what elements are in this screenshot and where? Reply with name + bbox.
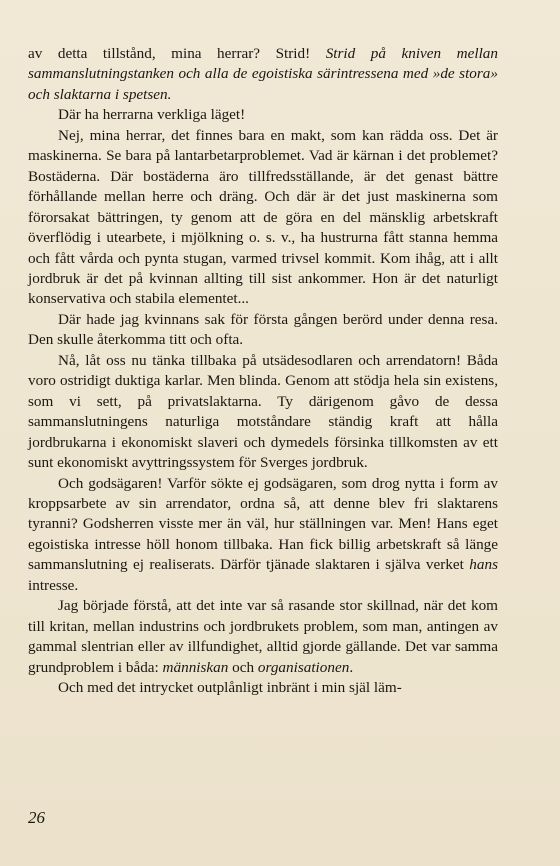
paragraph [28,126,498,310]
paragraph-text: och [228,658,258,676]
paragraph [28,105,498,125]
paragraph-text: . [349,658,354,676]
paragraph-text: Och med det intrycket outplånligt inbränt i min själ läm- [58,679,402,697]
paragraph-text: Nej, mina herrar, det finnes bara en makt, som kan rädda oss. Det är maskinerna. Se bara på lantarbetarproblemet. Vad är kärnan i det problemet? Bostäderna. Där bostäderna äro tillfredsställande, är det genast bättre förhållande mellan herre och dräng. Och där är det just maskinerna som förorsakat bättringen, ty genom att de göra en del mänsklig arbetskraft överflödig i utearbete, i mjölkning o. s. v., ha hustrurna fått stanna hemma och fått vårda och pynta stugan, varmed trivsel kommit. Kom ihåg, att i allt jordbruk är det på kvinnan allting till sist ankommer. Hon är det naturligt konservativa och stabila elementet... [28,126,498,308]
paragraph-text: intresse. [28,576,79,594]
paragraph-text: av detta tillstånd, mina herrar? Strid! [28,45,326,62]
paragraph [28,678,498,698]
paragraph [28,596,498,678]
page-number: 26 [28,808,45,827]
italic-text: hans [469,556,498,574]
paragraph [28,310,498,351]
paragraph-text: Där ha herrarna verkliga läget! [58,106,246,124]
italic-text: organisationen [257,658,350,676]
italic-text: människan [162,658,229,676]
italic-text: Strid på kniven mellan sammanslutningstanken och alla de egoistiska särintressena med »de stora» och slaktarna i spetsen. [28,45,498,103]
paragraph-text: Där hade jag kvinnans sak för första gången berörd under denna resa. Den skulle återkomma titt och ofta. [28,310,498,349]
paragraph-text: Jag började förstå, att det inte var så rasande stor skillnad, när det kom till kritan, mellan industrins och jordbrukets problem, som man, antingen av gammal slentrian eller av illfundighet, alltid gjorde gällande. Det var samma grundproblem i båda: [28,597,498,676]
body-text [28,44,498,699]
paragraph-text: Och godsägaren! Varför sökte ej godsägaren, som drog nytta i form av kroppsarbete av sin arrendator, ordna så, att denne blev fri slaktarens tyranni? Godsherren visste mer än väl, hur ställningen var. Men! Hans eget egoistiska intresse höll honom tillbaka. Han fick billig arbetskraft så länge sammanslutning ej realiserats. Därför tjänade slaktaren i själva verket [28,474,498,574]
paragraph [28,44,498,105]
paragraph [28,351,498,474]
paragraph-text: Nå, låt oss nu tänka tillbaka på utsädesodlaren och arrendatorn! Båda voro ostridigt duktiga karlar. Men blinda. Genom att stödja hela sin existens, som vi sett, på privatslaktarna. Ty därigenom gåvo de dessa sammanslutningens naturliga motståndare ständig kraft att hålla jordbrukarna i ekonomiskt slaveri och dymedels försinka tillkomsten av ett sunt ekonomiskt avyttringssystem för Sverges jordbruk. [28,351,498,472]
paragraph [28,474,498,597]
